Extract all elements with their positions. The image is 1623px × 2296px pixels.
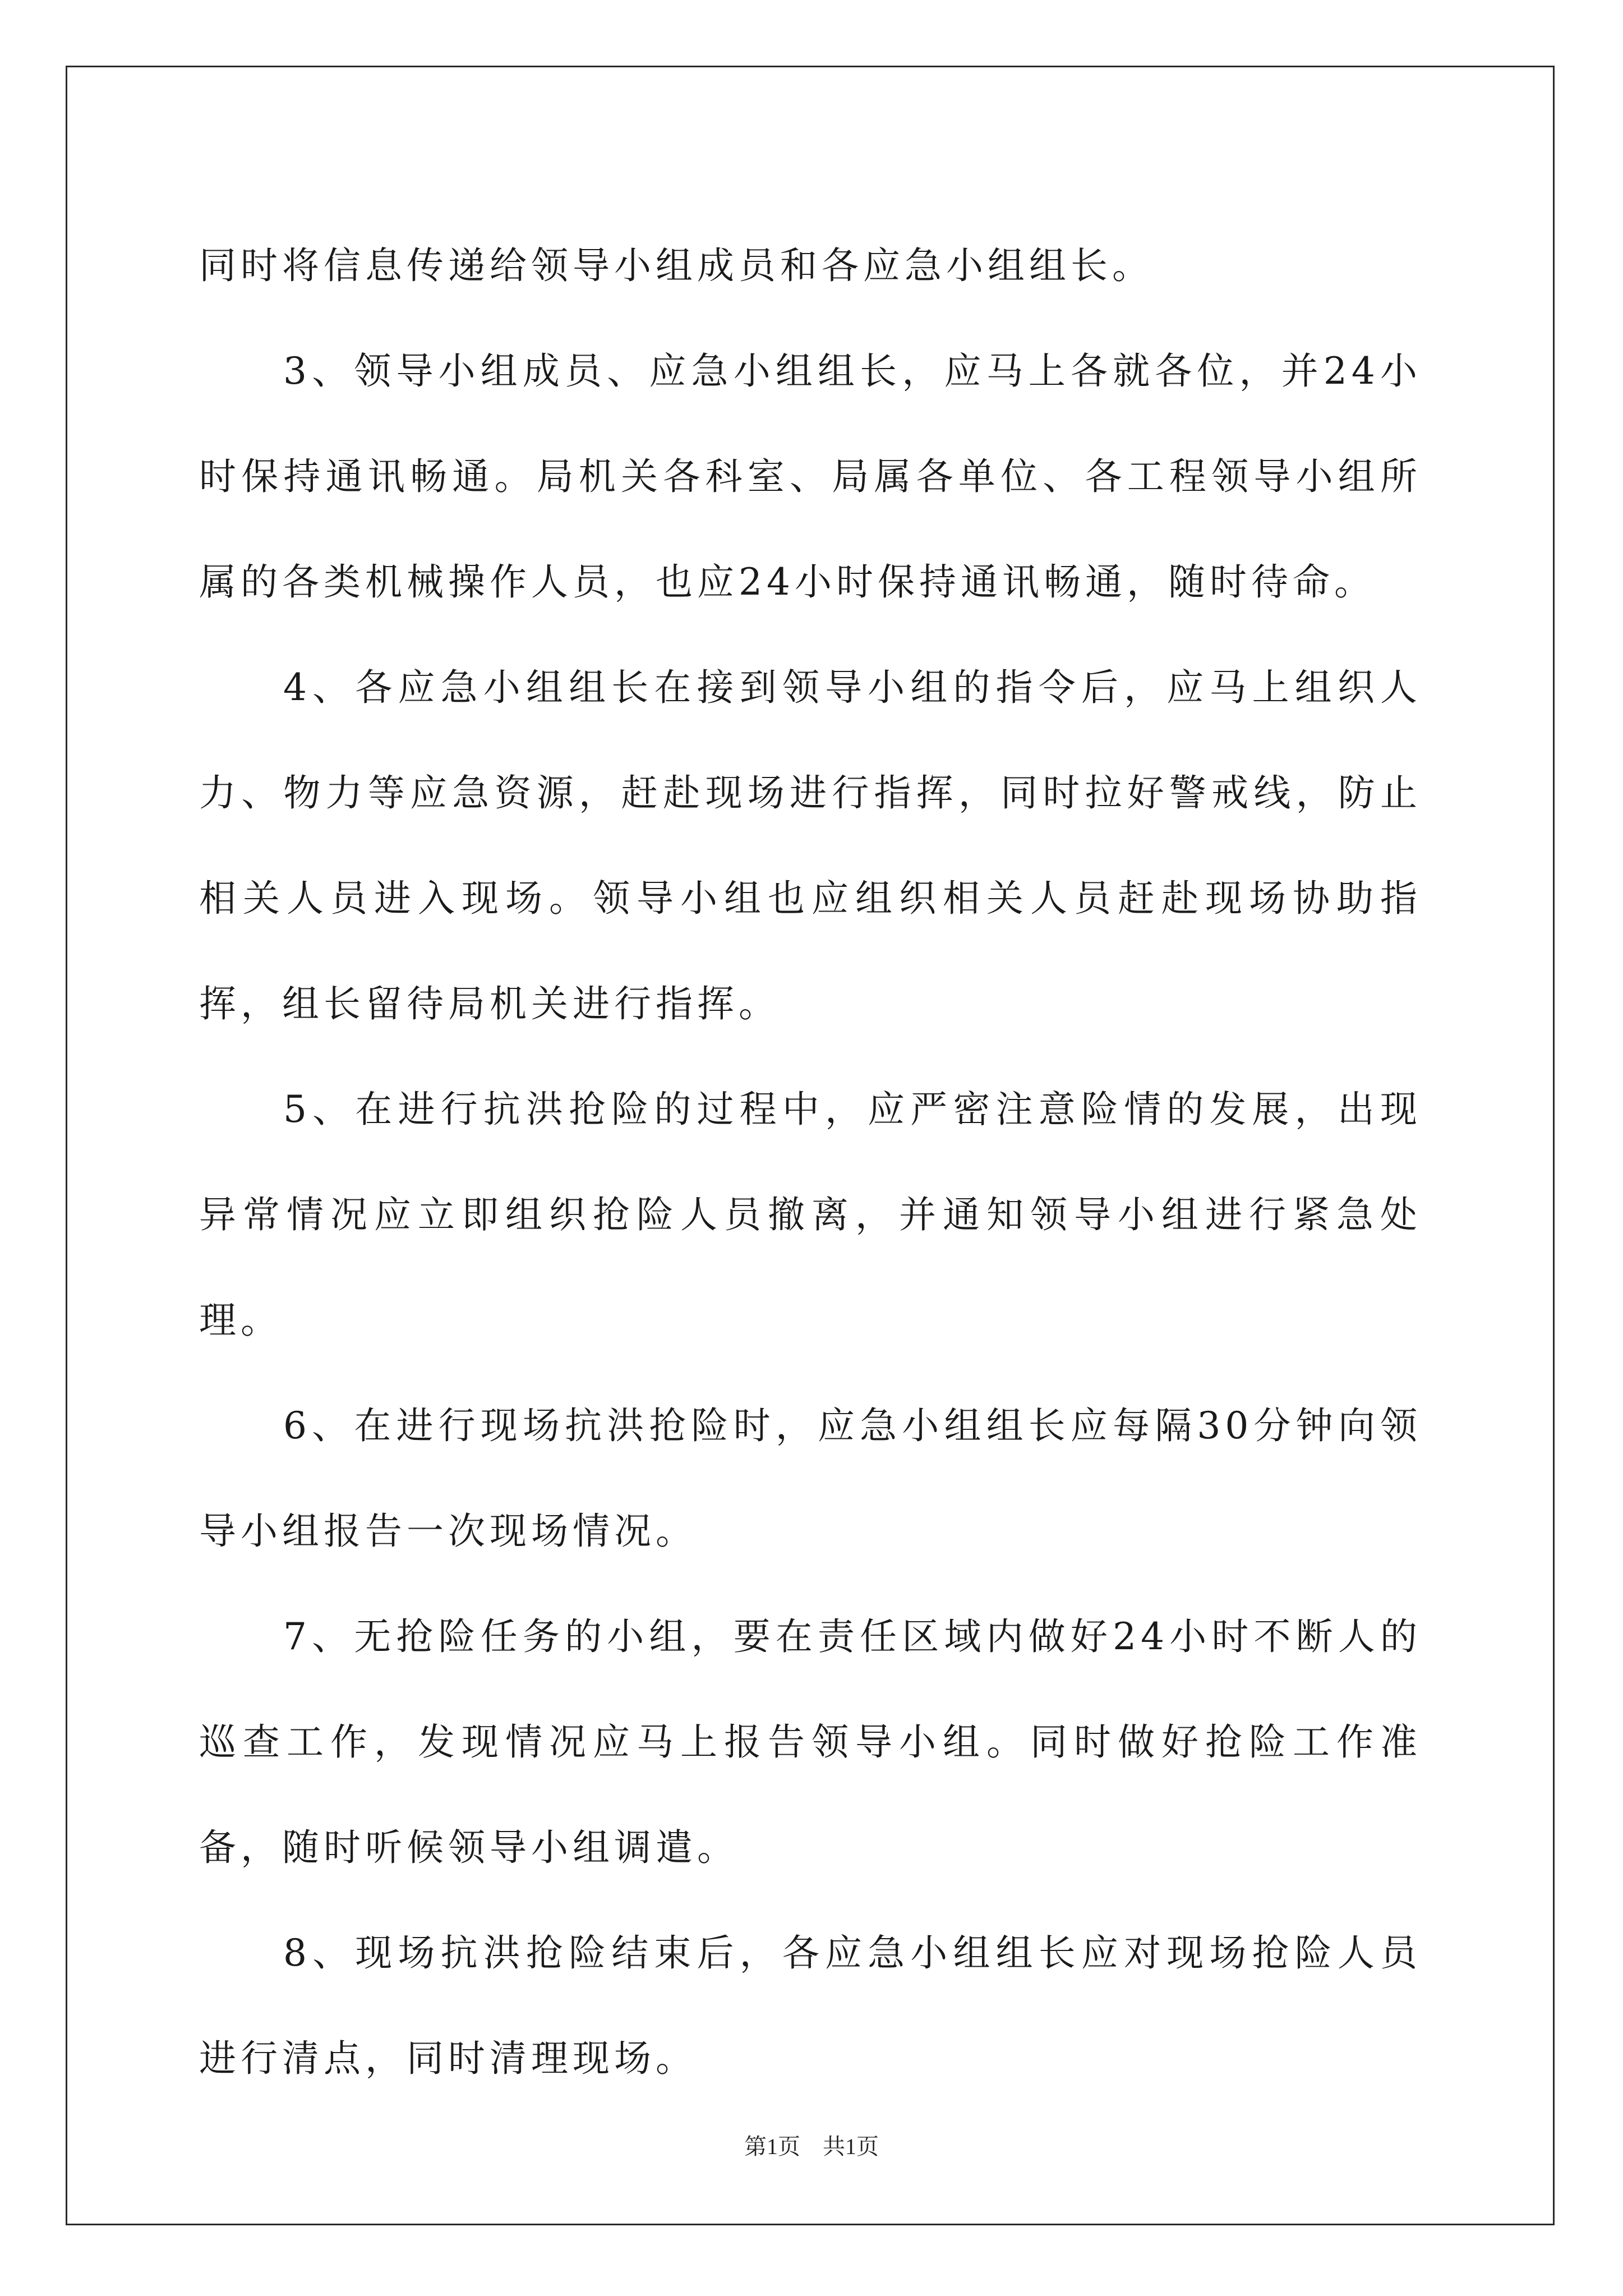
paragraph-item-6: 6、在进行现场抗洪抢险时，应急小组组长应每隔30分钟向领导小组报告一次现场情况。 (199, 1404, 1422, 1553)
paragraph-item-4: 4、各应急小组组长在接到领导小组的指令后，应马上组织人力、物力等应急资源，赶赴现场进行指挥，同时拉好警戒线，防止相关人员进入现场。领导小组也应组织相关人员赶赴现场协助指挥，组长留待局机关进行指挥。 (199, 666, 1422, 1025)
paragraph-item-5: 5、在进行抗洪抢险的过程中，应严密注意险情的发展，出现异常情况应立即组织抢险人员撤离，并通知领导小组进行紧急处理。 (199, 1088, 1422, 1342)
paragraph-item-7: 7、无抢险任务的小组，要在责任区域内做好24小时不断人的巡查工作，发现情况应马上报告领导小组。同时做好抢险工作准备，随时听候领导小组调遣。 (199, 1615, 1422, 1869)
paragraph-1: 同时将信息传递给领导小组成员和各应急小组组长。 (199, 244, 1154, 287)
paragraph-item-3: 3、领导小组成员、应急小组组长，应马上各就各位，并24小时保持通讯畅通。局机关各科室、局属各单位、各工程领导小组所属的各类机械操作人员，也应24小时保持通讯畅通，随时待命。 (199, 349, 1422, 604)
document-body (199, 213, 1422, 2111)
paragraph-item-8: 8、现场抗洪抢险结束后，各应急小组组长应对现场抢险人员进行清点，同时清理现场。 (199, 1931, 1422, 2080)
page-number-footer: 第1页 共1页 (744, 2134, 879, 2159)
